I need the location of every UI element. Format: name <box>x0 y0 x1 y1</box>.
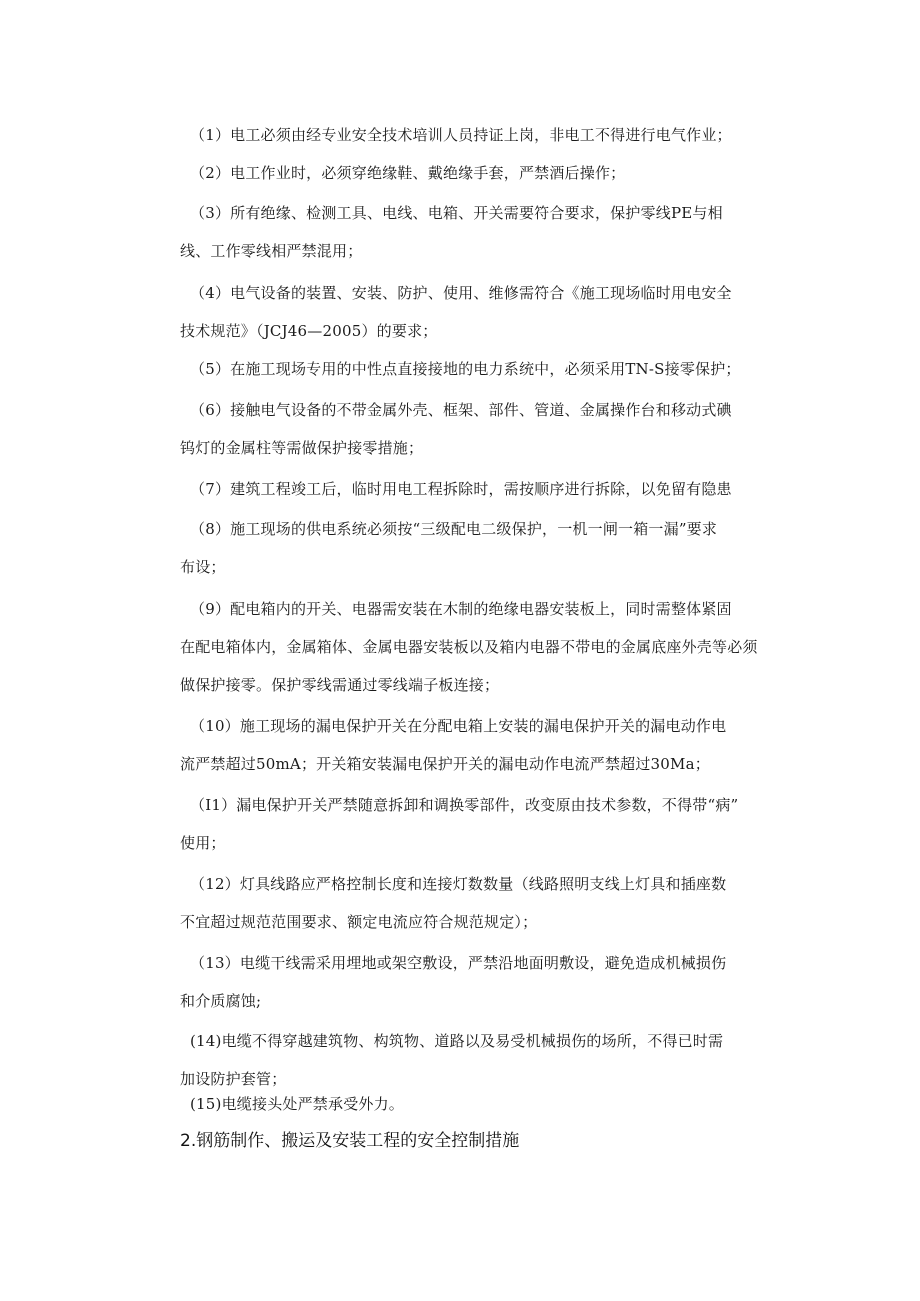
list-item-line: （I1）漏电保护开关严禁随意拆卸和调换零部件，改变原由技术参数，不得带“病” <box>190 796 739 814</box>
list-item-15 <box>180 1085 795 1123</box>
list-item-line: 不宜超过规范范围要求、额定电流应符合规范规定）； <box>180 913 538 931</box>
list-item-line: （4）电气设备的装置、安装、防护、使用、维修需符合《施工现场临时用电安全 <box>190 284 732 302</box>
list-item-12 <box>180 865 795 941</box>
list-item-3 <box>180 194 795 270</box>
list-item-line: 布设； <box>180 558 226 576</box>
list-item-line: （8）施工现场的供电系统必须按“三级配电二级保护，一机一闸一箱一漏”要求 <box>190 520 718 538</box>
list-item-line: 技术规范》（JCJ46—2005）的要求； <box>180 322 438 340</box>
list-item-line: 和介质腐蚀; <box>180 992 262 1010</box>
list-item-4 <box>180 274 795 350</box>
list-item-line: 加设防护套管； <box>180 1070 287 1088</box>
list-item-2 <box>180 154 795 192</box>
list-item-13 <box>180 944 795 1020</box>
list-item-line: （6）接触电气设备的不带金属外壳、框架、部件、管道、金属操作台和移动式碘 <box>190 401 732 419</box>
list-item-1 <box>180 116 795 154</box>
list-item-10 <box>180 707 795 783</box>
list-item-6 <box>180 391 795 467</box>
list-item-5 <box>180 350 795 388</box>
list-item-line: (14)电缆不得穿越建筑物、构筑物、道路以及易受机械损伤的场所，不得已时需 <box>190 1032 724 1050</box>
list-item-line: （13）电缆干线需采用埋地或架空敷设，严禁沿地面明敷设，避免造成机械损伤 <box>190 954 727 972</box>
list-item-line: 流严禁超过50mA；开关箱安装漏电保护开关的漏电动作电流严禁超过30Ma； <box>180 755 710 773</box>
list-item-line: （10）施工现场的漏电保护开关在分配电箱上安装的漏电保护开关的漏电动作电 <box>190 717 727 735</box>
list-item-7 <box>180 470 795 508</box>
section-heading: 2.钢筋制作、搬运及安装工程的安全控制措施 <box>180 1131 520 1151</box>
list-item-line: 做保护接零。保护零线需通过零线端子板连接； <box>180 676 500 694</box>
list-item-line: 在配电箱体内，金属箱体、金属电器安装板以及箱内电器不带电的金属底座外壳等必须 <box>180 638 758 656</box>
list-item-line: （1）电工必须由经专业安全技术培训人员持证上岗，非电工不得进行电气作业； <box>190 126 732 144</box>
list-item-line: （2）电工作业时，必须穿绝缘鞋、戴绝缘手套，严禁酒后操作； <box>190 164 626 182</box>
list-item-line: (15)电缆接头处严禁承受外力。 <box>190 1095 404 1113</box>
list-item-9 <box>180 590 795 704</box>
list-item-line: 线、工作零线相严禁混用； <box>180 242 363 260</box>
list-item-line: （5）在施工现场专用的中性点直接接地的电力系统中，必须采用TN-S接零保护； <box>190 360 741 378</box>
list-item-11 <box>180 786 795 862</box>
list-item-line: 钨灯的金属柱等需做保护接零措施； <box>180 439 424 457</box>
list-item-line: （12）灯具线路应严格控制长度和连接灯数数量（线路照明支线上灯具和插座数 <box>190 875 727 893</box>
list-item-line: （3）所有绝缘、检测工具、电线、电箱、开关需要符合要求，保护零线PE与相 <box>190 204 723 222</box>
list-item-line: （9）配电箱内的开关、电器需安装在木制的绝缘电器安装板上，同时需整体紧固 <box>190 600 732 618</box>
list-item-line: （7）建筑工程竣工后，临时用电工程拆除时，需按顺序进行拆除，以免留有隐患 <box>190 480 732 498</box>
list-item-8 <box>180 510 795 586</box>
list-item-line: 使用； <box>180 834 226 852</box>
